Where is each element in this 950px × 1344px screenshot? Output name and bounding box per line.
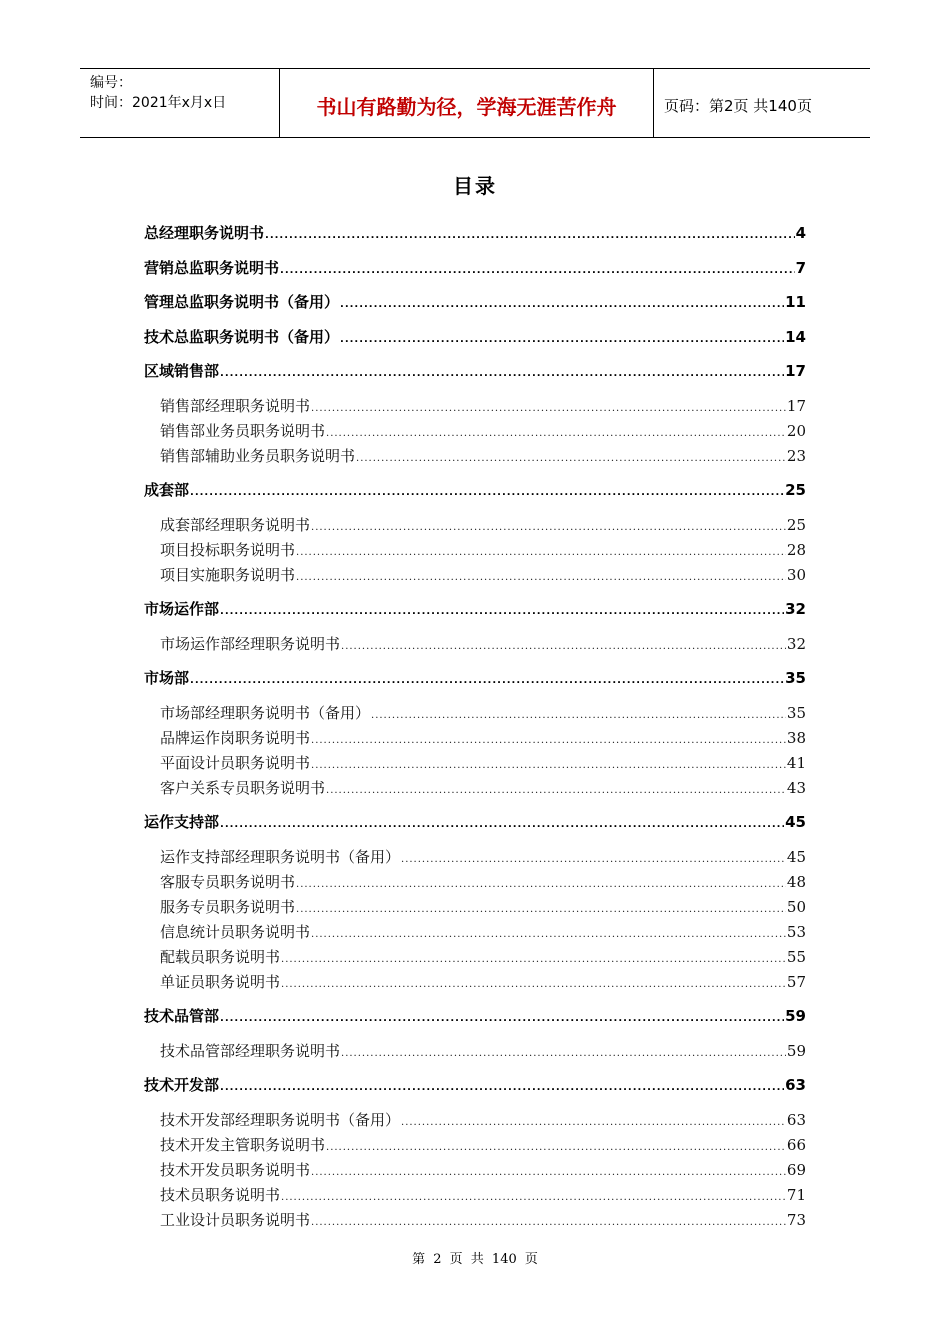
toc-page-number: 63	[786, 1110, 806, 1129]
toc-page-number: 43	[786, 778, 806, 797]
toc-page-number: 48	[786, 872, 806, 891]
toc-entry-text: 项目实施职务说明书	[160, 565, 296, 584]
header-meta	[80, 69, 280, 137]
toc-item[interactable]	[160, 871, 806, 892]
toc-entry-text: 技术品管部	[144, 1007, 220, 1025]
toc-leader-dots	[296, 547, 786, 558]
toc-leader-dots	[220, 1082, 784, 1093]
toc-item[interactable]	[160, 564, 806, 585]
toc-section[interactable]	[144, 1005, 806, 1026]
toc-page-number: 32	[785, 600, 806, 618]
toc-page-number: 32	[786, 634, 806, 653]
toc-leader-dots	[311, 1167, 786, 1178]
toc-item[interactable]	[160, 921, 806, 942]
toc-entry-text: 平面设计员职务说明书	[160, 753, 311, 772]
toc-entry-text: 成套部	[144, 481, 190, 499]
toc-leader-dots	[280, 265, 795, 276]
toc-section[interactable]	[144, 291, 806, 312]
toc-item[interactable]	[160, 1209, 806, 1230]
toc-leader-dots	[311, 1217, 786, 1228]
toc-page-number: 59	[785, 1007, 806, 1025]
toc-entry-text: 客户关系专员职务说明书	[160, 778, 326, 797]
toc-page-number: 35	[786, 703, 806, 722]
toc-title: 目录	[453, 174, 497, 198]
toc-entry-text: 销售部经理职务说明书	[160, 396, 311, 415]
toc-item[interactable]	[160, 445, 806, 466]
toc-page-number: 4	[795, 224, 806, 242]
toc-leader-dots	[220, 368, 784, 379]
toc-page-number: 66	[786, 1135, 806, 1154]
toc-leader-dots	[401, 1117, 786, 1128]
time-label: 时间：2021年x月x日	[90, 95, 227, 111]
toc-entry-text: 市场运作部	[144, 600, 220, 618]
toc-leader-dots	[296, 904, 786, 915]
toc-entry-text: 市场部经理职务说明书（备用）	[160, 703, 371, 722]
toc-entry-text: 单证员职务说明书	[160, 972, 281, 991]
toc-entry-text: 运作支持部经理职务说明书（备用）	[160, 847, 401, 866]
toc-entry-text: 项目投标职务说明书	[160, 540, 296, 559]
toc-entry-text: 销售部业务员职务说明书	[160, 421, 326, 440]
toc-page-number: 73	[786, 1210, 806, 1229]
toc-entry-text: 区域销售部	[144, 362, 220, 380]
toc-entry-text: 技术开发主管职务说明书	[160, 1135, 326, 1154]
toc-entry-text: 营销总监职务说明书	[144, 258, 280, 277]
toc-entry-text: 销售部辅助业务员职务说明书	[160, 446, 356, 465]
toc-entry-text: 管理总监职务说明书（备用）	[144, 293, 340, 311]
toc-entry-text: 技术开发部经理职务说明书（备用）	[160, 1110, 401, 1129]
toc-leader-dots	[311, 760, 786, 771]
toc-section[interactable]	[144, 360, 806, 381]
toc-leader-dots	[190, 675, 784, 686]
toc-entry-text: 配载员职务说明书	[160, 947, 281, 966]
toc-leader-dots	[340, 299, 784, 310]
toc-section[interactable]	[144, 479, 806, 500]
toc-leader-dots	[326, 1142, 786, 1153]
toc-page-number: 69	[786, 1160, 806, 1179]
toc-section[interactable]	[144, 222, 806, 243]
toc-item[interactable]	[160, 727, 806, 748]
toc-item[interactable]	[160, 752, 806, 773]
toc-page-number: 17	[786, 396, 806, 415]
toc-leader-dots	[371, 710, 786, 721]
toc-item[interactable]	[160, 539, 806, 560]
page-header	[80, 68, 870, 138]
toc-page-number: 28	[786, 540, 806, 559]
toc-page-number: 23	[786, 446, 806, 465]
toc-leader-dots	[341, 1048, 786, 1059]
toc-item[interactable]	[160, 1109, 806, 1130]
toc-leader-dots	[220, 606, 784, 617]
toc-leader-dots	[281, 979, 786, 990]
toc-section[interactable]	[144, 1074, 806, 1095]
toc-entry-text: 工业设计员职务说明书	[160, 1210, 311, 1229]
toc-entry-text: 成套部经理职务说明书	[160, 515, 311, 534]
toc-page-number: 45	[786, 847, 806, 866]
toc-leader-dots	[220, 819, 784, 830]
code-label: 编号：	[90, 75, 132, 91]
toc-page-number: 7	[795, 258, 806, 277]
toc-entry-text: 品牌运作岗职务说明书	[160, 728, 311, 747]
toc-page-number: 53	[786, 922, 806, 941]
toc-item[interactable]	[160, 633, 806, 654]
toc-item[interactable]	[160, 846, 806, 867]
toc-leader-dots	[326, 785, 786, 796]
toc-entry-text: 服务专员职务说明书	[160, 897, 296, 916]
toc-leader-dots	[220, 1013, 784, 1024]
toc-page-number: 30	[786, 565, 806, 584]
toc-leader-dots	[296, 572, 786, 583]
toc-leader-dots	[311, 522, 786, 533]
toc-entry-text: 总经理职务说明书	[144, 224, 265, 242]
toc-item[interactable]	[160, 702, 806, 723]
toc-item[interactable]	[160, 514, 806, 535]
toc-item[interactable]	[160, 1134, 806, 1155]
toc-leader-dots	[281, 954, 786, 965]
toc-leader-dots	[340, 334, 784, 345]
toc-page-number: 20	[786, 421, 806, 440]
toc-leader-dots	[265, 230, 795, 241]
toc-entry-text: 市场部	[144, 669, 190, 687]
toc-section[interactable]	[144, 257, 806, 278]
toc-page-number: 35	[785, 669, 806, 687]
toc-item[interactable]	[160, 1184, 806, 1205]
toc-leader-dots	[401, 854, 786, 865]
toc-page-number: 38	[786, 728, 806, 747]
toc-leader-dots	[311, 735, 786, 746]
toc-entry-text: 运作支持部	[144, 813, 220, 831]
toc-entry-text: 市场运作部经理职务说明书	[160, 634, 341, 653]
toc-page-number: 14	[785, 327, 806, 346]
page-footer: 第 2 页 共 140 页	[412, 1252, 538, 1267]
toc-entry-text: 客服专员职务说明书	[160, 872, 296, 891]
toc-page-number: 41	[786, 753, 806, 772]
toc-section[interactable]	[144, 326, 806, 347]
toc-leader-dots	[326, 428, 786, 439]
toc-entry-text: 技术品管部经理职务说明书	[160, 1041, 341, 1060]
header-page-info: 页码：第2页 共140页	[664, 96, 812, 115]
toc-item[interactable]	[160, 946, 806, 967]
toc-page-number: 25	[786, 515, 806, 534]
toc-section[interactable]	[144, 598, 806, 619]
toc-page-number: 71	[786, 1185, 806, 1204]
toc-item[interactable]	[160, 896, 806, 917]
toc-leader-dots	[296, 879, 786, 890]
toc-item[interactable]	[160, 1040, 806, 1061]
toc-entry-text: 技术员职务说明书	[160, 1185, 281, 1204]
header-motto: 书山有路勤为径，学海无涯苦作舟	[280, 69, 654, 137]
toc-leader-dots	[281, 1192, 786, 1203]
toc-item[interactable]	[160, 1159, 806, 1180]
toc-section[interactable]	[144, 667, 806, 688]
toc-entry-text: 技术开发部	[144, 1076, 220, 1094]
toc-page-number: 45	[785, 813, 806, 831]
toc-leader-dots	[190, 487, 784, 498]
toc-entry-text: 技术开发员职务说明书	[160, 1160, 311, 1179]
toc-page-number: 17	[785, 362, 806, 380]
toc-page-number: 11	[785, 293, 806, 311]
toc-page-number: 57	[786, 972, 806, 991]
toc-page-number: 59	[786, 1041, 806, 1060]
toc-item[interactable]	[160, 395, 806, 416]
toc-item[interactable]	[160, 971, 806, 992]
toc-page-number: 63	[785, 1076, 806, 1094]
toc-section[interactable]	[144, 811, 806, 832]
toc-leader-dots	[341, 641, 786, 652]
toc-page-number: 50	[786, 897, 806, 916]
toc-item[interactable]	[160, 420, 806, 441]
toc-leader-dots	[311, 929, 786, 940]
toc-item[interactable]	[160, 777, 806, 798]
toc-entry-text: 技术总监职务说明书（备用）	[144, 327, 340, 346]
toc-leader-dots	[311, 403, 786, 414]
toc-page-number: 55	[786, 947, 806, 966]
toc-page-number: 25	[785, 481, 806, 499]
toc-leader-dots	[356, 453, 786, 464]
toc-entry-text: 信息统计员职务说明书	[160, 922, 311, 941]
